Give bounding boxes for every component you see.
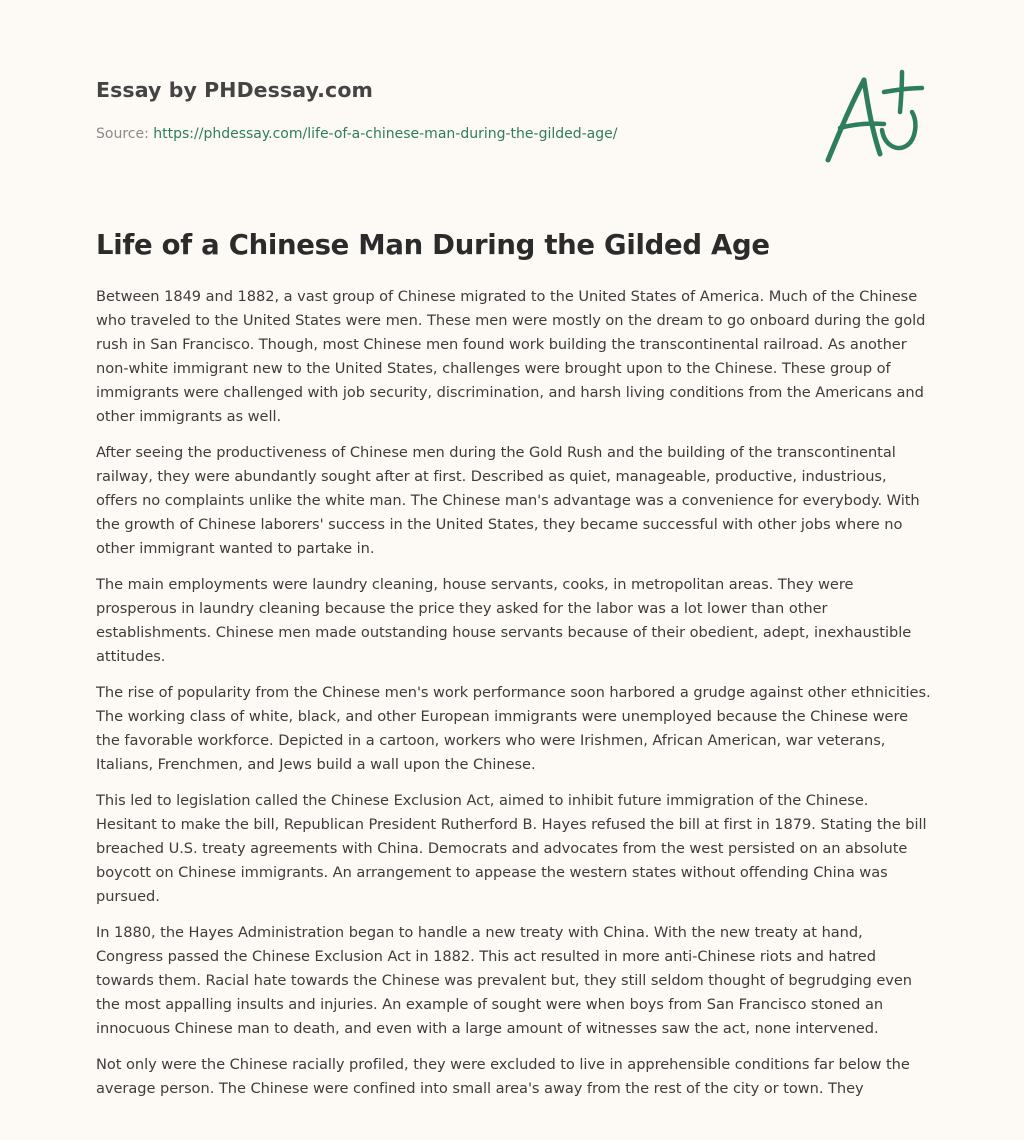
essay-title: Life of a Chinese Man During the Gilded Age xyxy=(96,229,770,261)
source-link[interactable]: https://phdessay.com/life-of-a-chinese-man-during-the-gilded-age/ xyxy=(153,126,618,142)
essay-body xyxy=(96,285,932,1113)
essay-paragraph: The rise of popularity from the Chinese men's work performance soon harbored a grudge against other ethnicities. The working class of white, black, and other European immigrants were unemployed because the Chinese were the favorable workforce. Depicted in a cartoon, workers who were Irishmen, African American, war veterans, Italians, Frenchmen, and Jews build a wall upon the Chinese. xyxy=(96,684,931,773)
essay-header xyxy=(96,76,796,143)
essay-paragraph: The main employments were laundry cleaning, house servants, cooks, in metropolitan areas. They were prosperous in laundry cleaning because the price they asked for the labor was a lot lower than other establishments. Chinese men made outstanding house servants because of their obedient, adept, inexhaustible attitudes. xyxy=(96,576,912,665)
essay-paragraph: Between 1849 and 1882, a vast group of Chinese migrated to the United States of America. Much of the Chinese who traveled to the United States were men. These men were mostly on the dream to go onboard during the gold rush in San Francisco. Though, most Chinese men found work building the transcontinental railroad. As another non-white immigrant new to the United States, challenges were brought upon to the Chinese. These group of immigrants were challenged with job security, discrimination, and harsh living conditions from the Americans and other immigrants as well. xyxy=(96,288,926,425)
source-label: Source: xyxy=(96,126,154,142)
essay-paragraph: Not only were the Chinese racially profiled, they were excluded to live in apprehensible conditions far below the average person. The Chinese were confined into small area's away from the rest of the city or town. They xyxy=(96,1056,910,1097)
essay-paragraph: After seeing the productiveness of Chinese men during the Gold Rush and the building of the transcontinental railway, they were abundantly sought after at first. Described as quiet, manageable, productive, industrious, offers no complaints unlike the white man. The Chinese man's advantage was a convenience for everybody. With the growth of Chinese laborers' success in the United States, they became successful with other jobs where no other immigrant wanted to partake in. xyxy=(96,444,920,557)
source-line xyxy=(96,125,796,143)
essay-paragraph: This led to legislation called the Chinese Exclusion Act, aimed to inhibit future immigration of the Chinese. Hesitant to make the bill, Republican President Rutherford B. Hayes refused the bill at first in 1879. Stating the bill breached U.S. treaty agreements with China. Democrats and advocates from the west persisted on an absolute boycott on Chinese immigrants. An arrangement to appease the western states without offending China was pursued. xyxy=(96,792,927,905)
site-brand: Essay by PHDessay.com xyxy=(96,78,373,102)
essay-paragraph: In 1880, the Hayes Administration began to handle a new treaty with China. With the new treaty at hand, Congress passed the Chinese Exclusion Act in 1882. This act resulted in more anti-Chinese riots and hatred towards them. Racial hate towards the Chinese was prevalent but, they still seldom thought of begrudging even the most appalling insults and injuries. An example of sought were when boys from San Francisco stoned an innocuous Chinese man to death, and even with a large amount of witnesses saw the act, none intervened. xyxy=(96,924,912,1037)
a-plus-grade-icon xyxy=(818,66,930,166)
